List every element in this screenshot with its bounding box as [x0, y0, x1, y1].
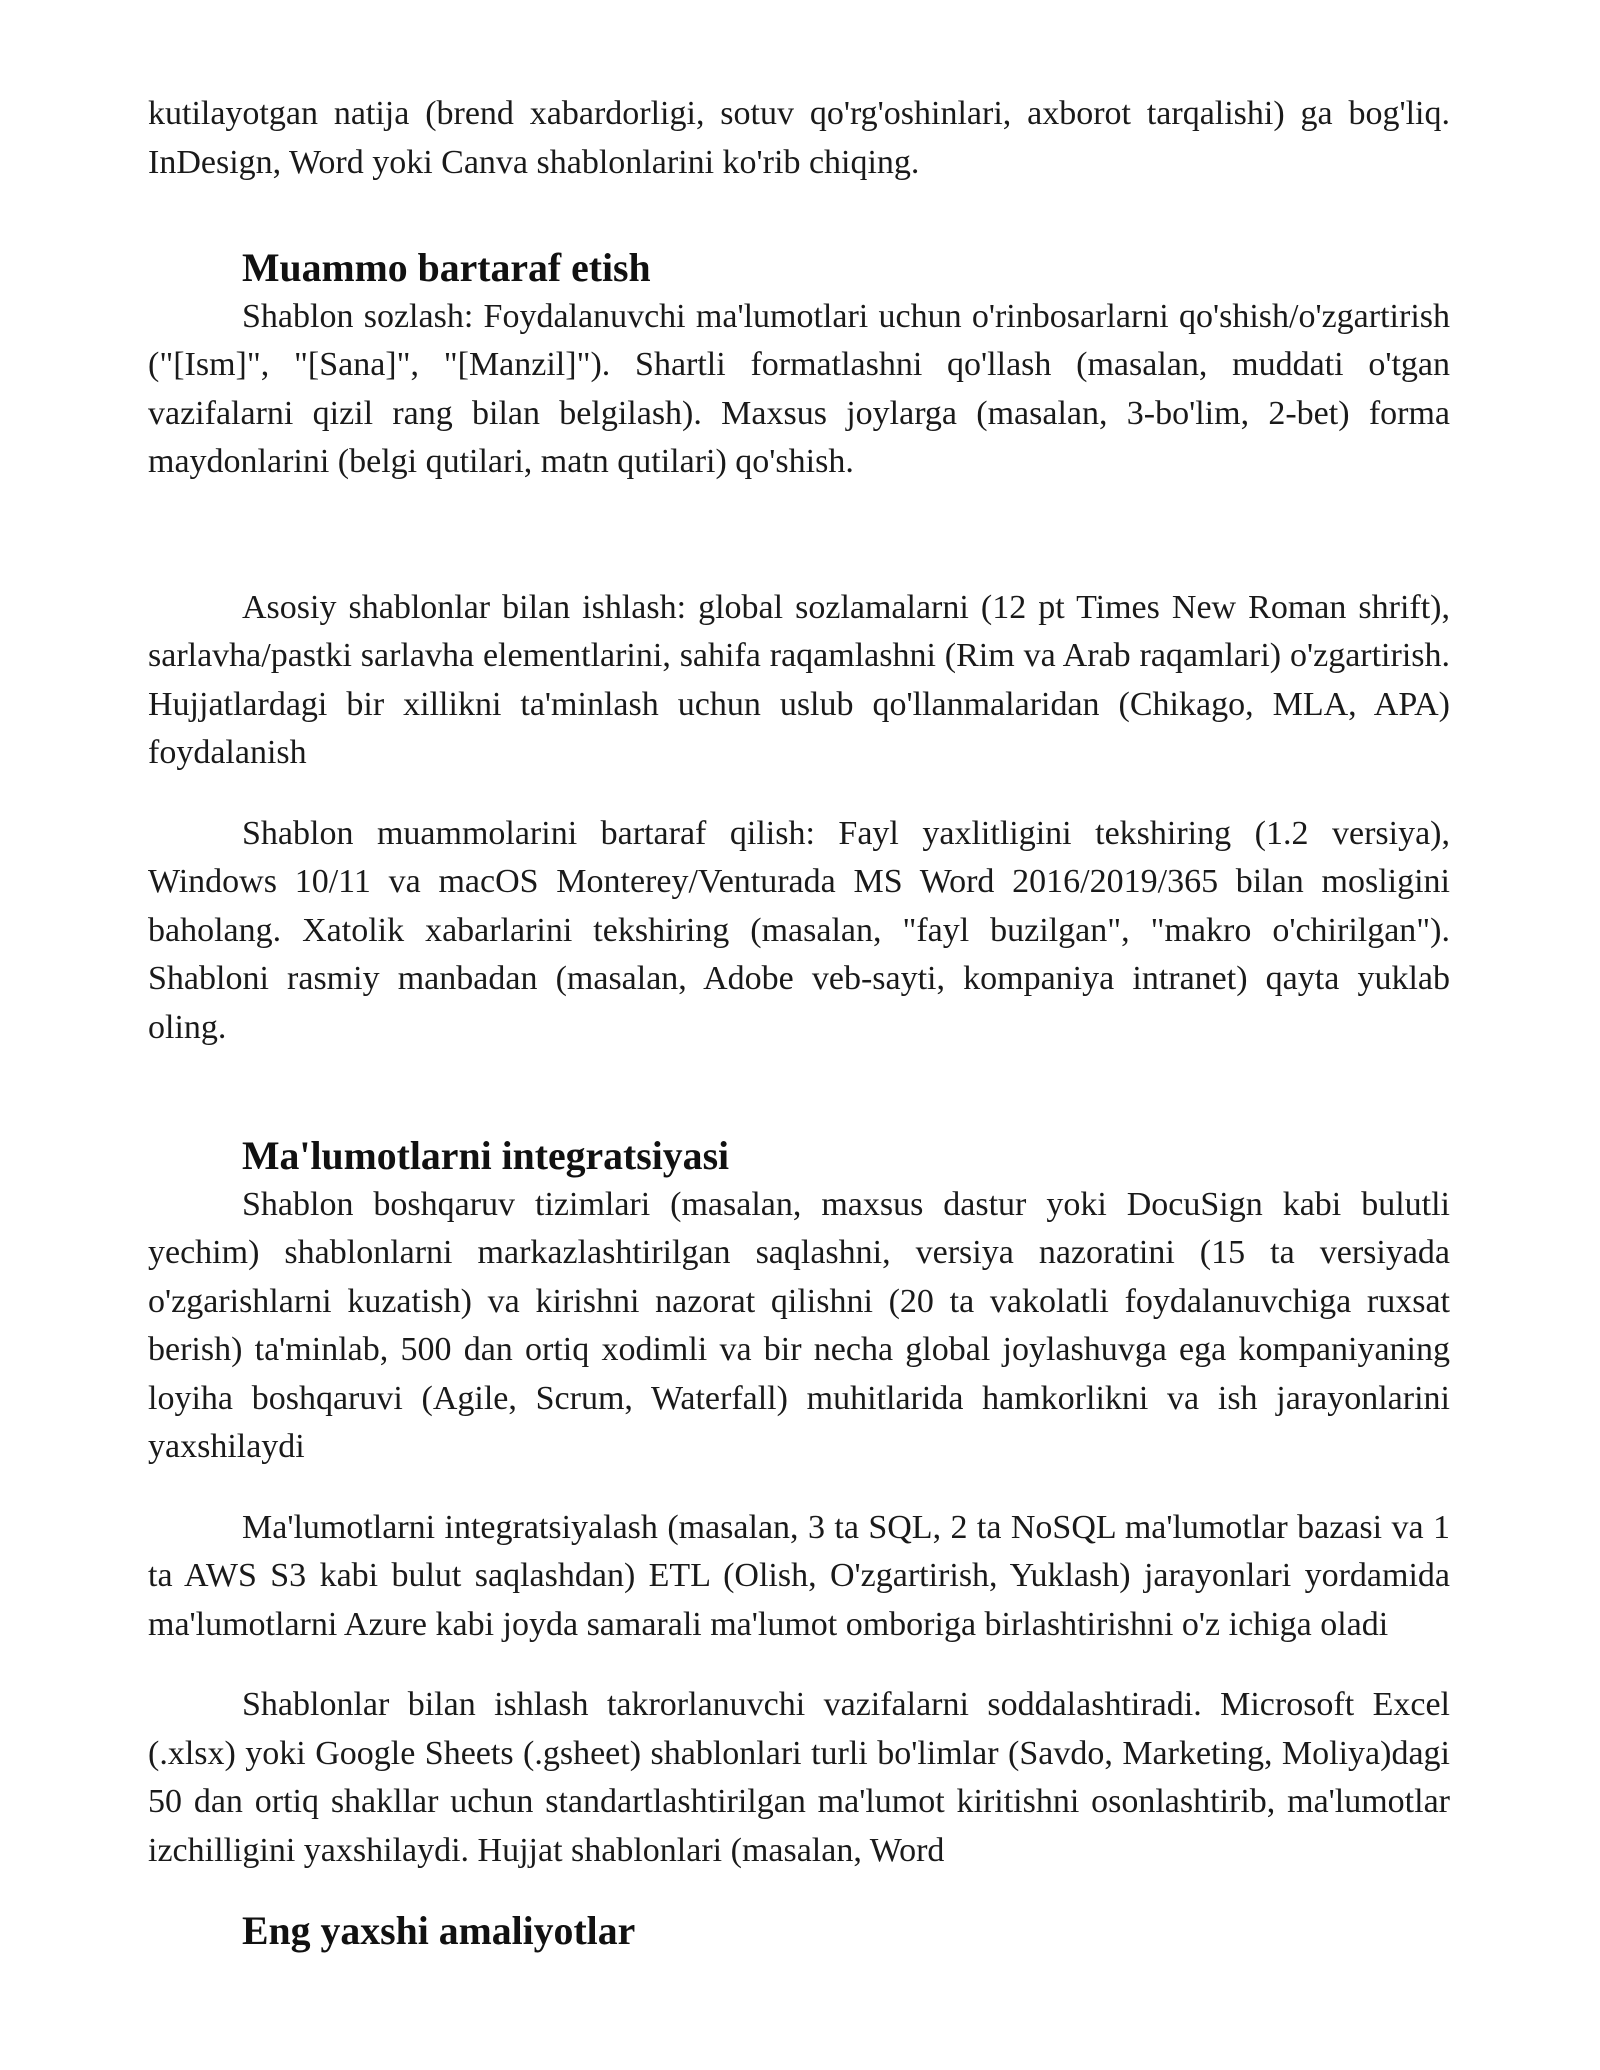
spacer: [148, 1649, 1450, 1681]
paragraph-template-troubleshooting: Shablon muammolarini bartaraf qilish: Fayl yaxlitligini tekshiring (1.2 versiya), Windows 10/11 va macOS Monterey/Venturada MS Word 2016/2019/365 bilan mosligini baholang. Xatolik xabarlarini tekshiring (masalan, "fayl buzilgan", "makro o'chirilgan"). Shabloni rasmiy manbadan (masalan, Adobe veb-sayti, kompaniya intranet) qayta yuklab oling.: [148, 814, 1450, 1046]
section-heading-data-integration: Ma'lumotlarni integratsiyasi: [242, 1134, 730, 1178]
section-heading-troubleshooting: Muammo bartaraf etish: [242, 246, 651, 290]
paragraph-template-setup: Shablon sozlash: Foydalanuvchi ma'lumotlari uchun o'rinbosarlarni qo'shish/o'zgartirish ("[Ism]", "[Sana]", "[Manzil]"). Shartli formatlashni qo'llash (masalan, muddati o'tgan vazifalarni qizil rang bilan belgilash). Maxsus joylarga (masalan, 3-bo'lim, 2-bet) forma maydonlarini (belgi qutilari, matn qutilari) qo'shish.: [148, 297, 1450, 480]
paragraph-master-templates: Asosiy shablonlar bilan ishlash: global sozlamalarni (12 pt Times New Roman shrift), sarlavha/pastki sarlavha elementlarini, sahifa raqamlashni (Rim va Arab raqamlari) o'zgartirish. Hujjatlardagi bir xillikni ta'minlash uchun uslub qo'llanmalaridan (Chikago, MLA, APA) foydalanish: [148, 588, 1450, 771]
spacer: [148, 778, 1450, 810]
spacer: [148, 1875, 1450, 1907]
paragraph-template-management: Shablon boshqaruv tizimlari (masalan, maxsus dastur yoki DocuSign kabi bulutli yechim) shablonlarni markazlashtirilgan saqlashni, versiya nazoratini (15 ta versiyada o'zgarishlarni kuzatish) va kirishni nazorat qilishni (20 ta vakolatli foydalanuvchiga ruxsat berish) ta'minlab, 500 dan ortiq xodimli va bir necha global joylashuvga ega kompaniyaning loyiha boshqaruvi (Agile, Scrum, Waterfall) muhitlarida hamkorlikni va ish jarayonlarini yaxshilaydi: [148, 1185, 1450, 1465]
paragraph-data-integration: Ma'lumotlarni integratsiyalash (masalan, 3 ta SQL, 2 ta NoSQL ma'lumotlar bazasi va 1 ta AWS S3 kabi bulut saqlashdan) ETL (Olish, O'zgartirish, Yuklash) jarayonlari yordamida ma'lumotlarni Azure kabi joyda samarali ma'lumot omboriga birlashtirishni o'z ichiga oladi: [148, 1508, 1450, 1643]
spacer: [148, 1052, 1450, 1132]
section-heading-best-practices: Eng yaxshi amaliyotlar: [242, 1909, 636, 1953]
intro-paragraph: kutilayotgan natija (brend xabardorligi, sotuv qo'rg'oshinlari, axborot tarqalishi) ga bog'liq. InDesign, Word yoki Canva shablonlarini ko'rib chiqing.: [148, 95, 1450, 181]
paragraph-working-with-templates: Shablonlar bilan ishlash takrorlanuvchi vazifalarni soddalashtiradi. Microsoft Excel (.xlsx) yoki Google Sheets (.gsheet) shablonlari turli bo'limlar (Savdo, Marketing, Moliya)dagi 50 dan ortiq shakllar uchun standartlashtirilgan ma'lumot kiritishni osonlashtirib, ma'lumotlar izchilligini yaxshilaydi. Hujjat shablonlari (masalan, Word: [148, 1686, 1450, 1869]
document-page: [148, 90, 1450, 1956]
spacer: [148, 187, 1450, 244]
spacer: [148, 487, 1450, 584]
spacer: [148, 1472, 1450, 1504]
